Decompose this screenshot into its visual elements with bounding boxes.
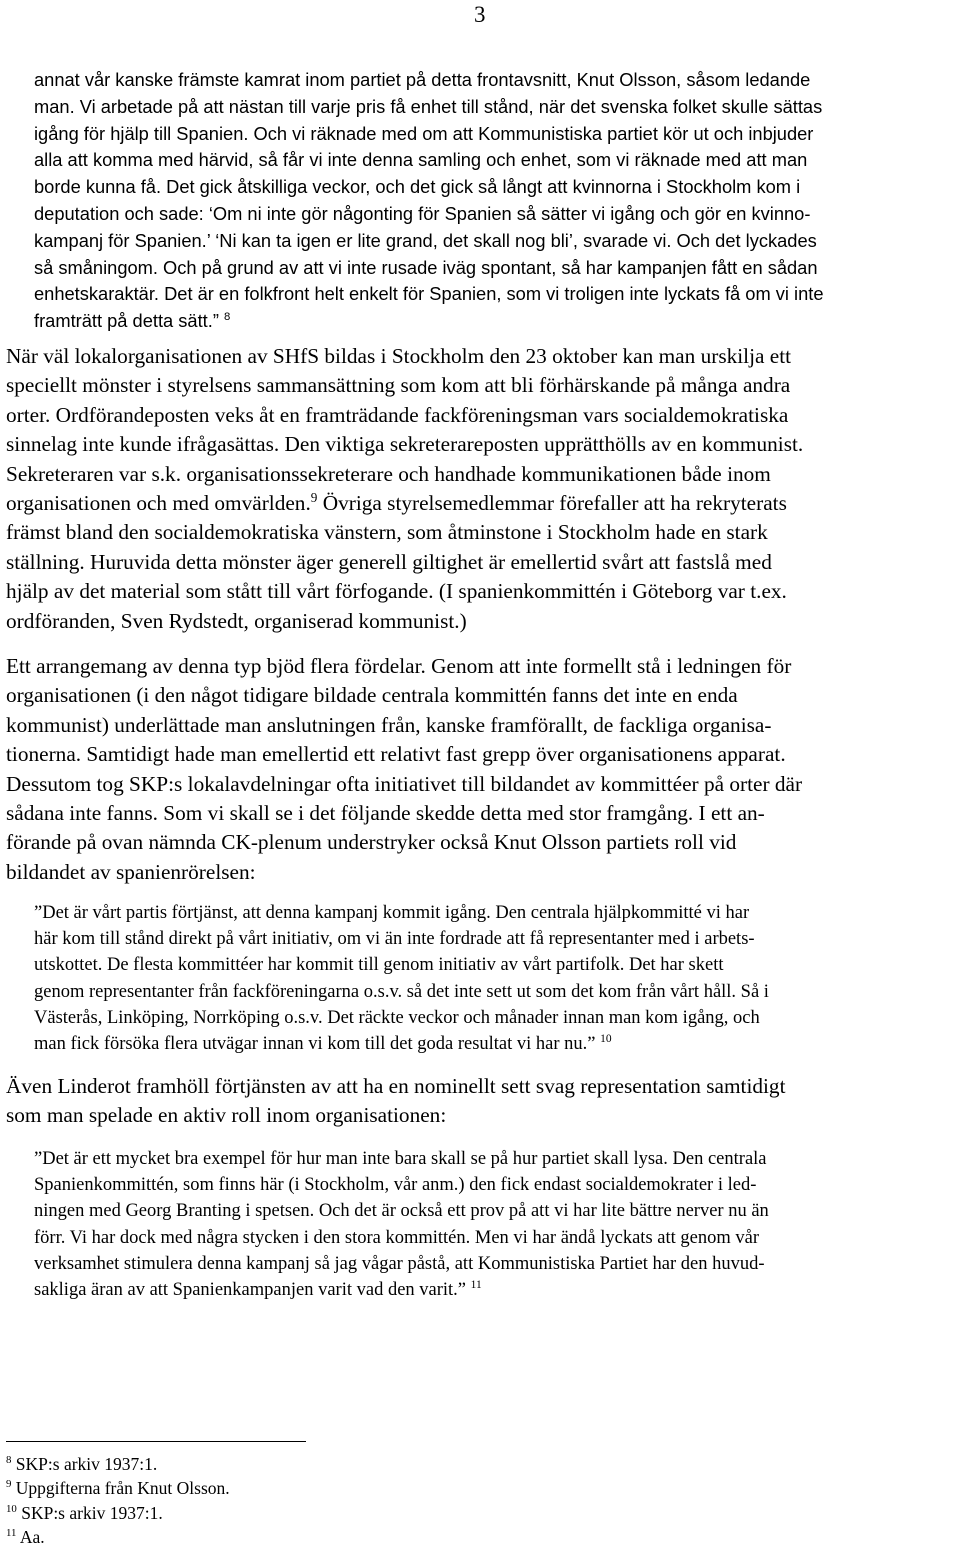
footnote-number: 10 xyxy=(6,1502,17,1515)
paragraph-line: som man spelade en aktiv roll inom organisationen: xyxy=(6,1103,447,1128)
quote-line: Västerås, Linköping, Norrköping o.s.v. Det räckte veckor och månader innan man kom igång, och xyxy=(34,1007,760,1028)
quote-line: ”Det är ett mycket bra exempel för hur man inte bara skall se på hur partiet skall lysa. Den centrala xyxy=(34,1149,767,1169)
quote-line: igång för hjälp till Spanien. Och vi räknade med om att Kommunistiska partiet kör ut och inbjuder xyxy=(34,122,814,144)
footnote-reference: 9 xyxy=(310,489,318,505)
paragraph-line-text: Övriga styrelsemedlemmar förefaller att ha rekryterats xyxy=(317,491,787,516)
footnote-number: 11 xyxy=(6,1527,17,1540)
paragraph-line: Sekreteraren var s.k. organisationssekreterare och handhade kommunikationen både inom xyxy=(6,461,771,486)
paragraph-line: främst bland den socialdemokratiska vänstern, som åtminstone i Stockholm hade en stark xyxy=(6,520,768,545)
block-quote-linderot xyxy=(34,1146,960,1303)
quote-line: ”Det är vårt partis förtjänst, att denna kampanj kommit igång. Den centrala hjälpkommitté vi har xyxy=(34,903,750,923)
quote-line: enhetskaraktär. Det är en folkfront helt enkelt för Spanien, som vi troligen inte lyckats få om vi inte xyxy=(34,283,824,305)
quote-line: här kom till stånd direkt på vårt initiativ, om vi än inte fordrade att få representanter med i arbets- xyxy=(34,929,755,950)
paragraph-line: tionerna. Samtidigt hade man emellertid ett relativt fast grepp över organisationens apparat. xyxy=(6,742,786,767)
quote-line: Spanienkommittén, som finns här (i Stockholm, vår anm.) den fick endast socialdemokrater i led- xyxy=(34,1175,757,1196)
block-quote-partiets-fortjanst xyxy=(34,900,960,1057)
paragraph-line: kommunist) underlättade man anslutningen från, kanske framförallt, de fackliga organisa- xyxy=(6,712,772,737)
paragraph-line: bildandet av spanienrörelsen: xyxy=(6,859,256,884)
footnote-8 xyxy=(6,1452,230,1476)
paragraph-line: När väl lokalorganisationen av SHfS bildas i Stockholm den 23 oktober kan man urskilja ett xyxy=(6,344,792,368)
quote-line: utskottet. De flesta kommittéer har kommit till genom initiativ av vårt partifolk. Det har skett xyxy=(34,955,724,976)
quote-line: alla att komma med härvid, så får vi inte denna samling och enhet, som vi räknade med att man xyxy=(34,149,808,171)
paragraph-line: orter. Ordförandeposten veks åt en framträdande fackföreningsman vars socialdemokratiska xyxy=(6,402,789,427)
paragraph-line: organisationen (i den något tidigare bildade centrala kommittén fanns det inte en enda xyxy=(6,683,738,708)
page-number: 3 xyxy=(474,2,486,27)
paragraph-linderot xyxy=(6,1072,956,1131)
quote-line: så småningom. Och på grund av att vi inte rusade iväg spontant, så har kampanjen fått en sådan xyxy=(34,256,818,278)
footnote-text: Uppgifterna från Knut Olsson. xyxy=(15,1478,230,1499)
paragraph-line: speciellt mönster i styrelsens sammansättning som kom att bli förhärskande på många andra xyxy=(6,373,791,398)
footnote-reference: 11 xyxy=(470,1278,482,1291)
footnote-reference: 10 xyxy=(600,1032,612,1045)
quote-line: ningen med Georg Branting i spetsen. Och det är också ett prov på att vi har lite bättre nerver nu än xyxy=(34,1201,769,1222)
quote-line: verksamhet stimulera denna kampanj så jag vågar påstå, att Kommunistiska Partiet har den huvud- xyxy=(34,1253,765,1274)
footnote-10 xyxy=(6,1501,230,1525)
paragraph-line: förande på ovan nämnda CK-plenum understryker också Knut Olsson partiets roll vid xyxy=(6,830,737,855)
paragraph-line: Även Linderot framhöll förtjänsten av att ha en nominellt sett svag representation samtidigt xyxy=(6,1074,786,1098)
quote-line-text: man fick försöka flera utvägar innan vi kom till det goda resultat vi har nu.” xyxy=(34,1034,596,1055)
footnote-divider xyxy=(6,1441,306,1442)
quote-line: borde kunna få. Det gick åtskilliga veckor, och det gick så långt att kvinnorna i Stockholm kom i xyxy=(34,176,801,198)
quote-line-text: sakliga äran av att Spanienkampanjen varit vad den varit.” xyxy=(34,1280,467,1301)
quote-line xyxy=(34,1031,960,1057)
footnote-9 xyxy=(6,1476,230,1500)
paragraph-line: ordföranden, Sven Rydstedt, organiserad kommunist.) xyxy=(6,608,467,633)
paragraph-line: sinnelag inte kunde ifrågasättas. Den viktiga sekreterareposten upprätthölls av en kommunist. xyxy=(6,432,804,457)
paragraph-line: hjälp av det material som stått till vårt förfogande. (I spanienkommittén i Göteborg var t.ex. xyxy=(6,579,787,604)
quote-line: genom representanter från fackföreningarna o.s.v. så det inte sett ut som det kom från vårt håll. Så i xyxy=(34,981,769,1002)
quote-line-text: framträtt på detta sätt.” xyxy=(34,310,219,332)
footnote-number: 8 xyxy=(6,1454,12,1467)
paragraph-line-text: organisationen och med omvärlden. xyxy=(6,491,311,516)
paragraph-lokalorganisation xyxy=(6,342,956,636)
paragraph-line: sådana inte fanns. Som vi skall se i det följande skedde detta med stor framgång. I ett an- xyxy=(6,801,765,826)
quote-line xyxy=(34,1277,960,1303)
footnote-text: SKP:s arkiv 1937:1. xyxy=(21,1502,163,1523)
quote-line: förr. Vi har dock med några stycken i den stora kommittén. Men vi har ändå lyckats att genom vår xyxy=(34,1227,759,1248)
footnote-number: 9 xyxy=(6,1478,12,1491)
footnote-11 xyxy=(6,1525,230,1549)
quote-line: kampanj för Spanien.’ ‘Ni kan ta igen er lite grand, det skall nog bli’, svarade vi. Och det lyckades xyxy=(34,229,817,251)
quote-line: deputation och sade: ‘Om ni inte gör någonting för Spanien så sätter vi igång och gör en kvinno- xyxy=(34,202,811,224)
quote-line: annat vår kanske främste kamrat inom partiet på detta frontavsnitt, Knut Olsson, såsom ledande xyxy=(34,69,811,90)
footnote-text: SKP:s arkiv 1937:1. xyxy=(15,1454,158,1474)
footnote-text: Aa. xyxy=(19,1527,45,1548)
paragraph-line xyxy=(6,489,956,518)
paragraph-line: Ett arrangemang av denna typ bjöd flera fördelar. Genom att inte formellt stå i ledningen för xyxy=(6,654,792,678)
paragraph-line: ställning. Huruvida detta mönster äger generell giltighet är emellertid svårt att fastslå med xyxy=(6,549,772,574)
footnote-reference: 8 xyxy=(224,311,231,324)
paragraph-line: Dessutom tog SKP:s lokalavdelningar ofta initiativet till bildandet av kommittéer på orter där xyxy=(6,771,803,796)
block-quote-olsson xyxy=(34,67,960,335)
quote-line: man. Vi arbetade på att nästan till varje pris få enhet till stånd, när det svenska folket skulle sättas xyxy=(34,95,823,117)
paragraph-arrangemang xyxy=(6,652,956,887)
quote-line xyxy=(34,308,960,335)
footnotes xyxy=(6,1452,230,1550)
